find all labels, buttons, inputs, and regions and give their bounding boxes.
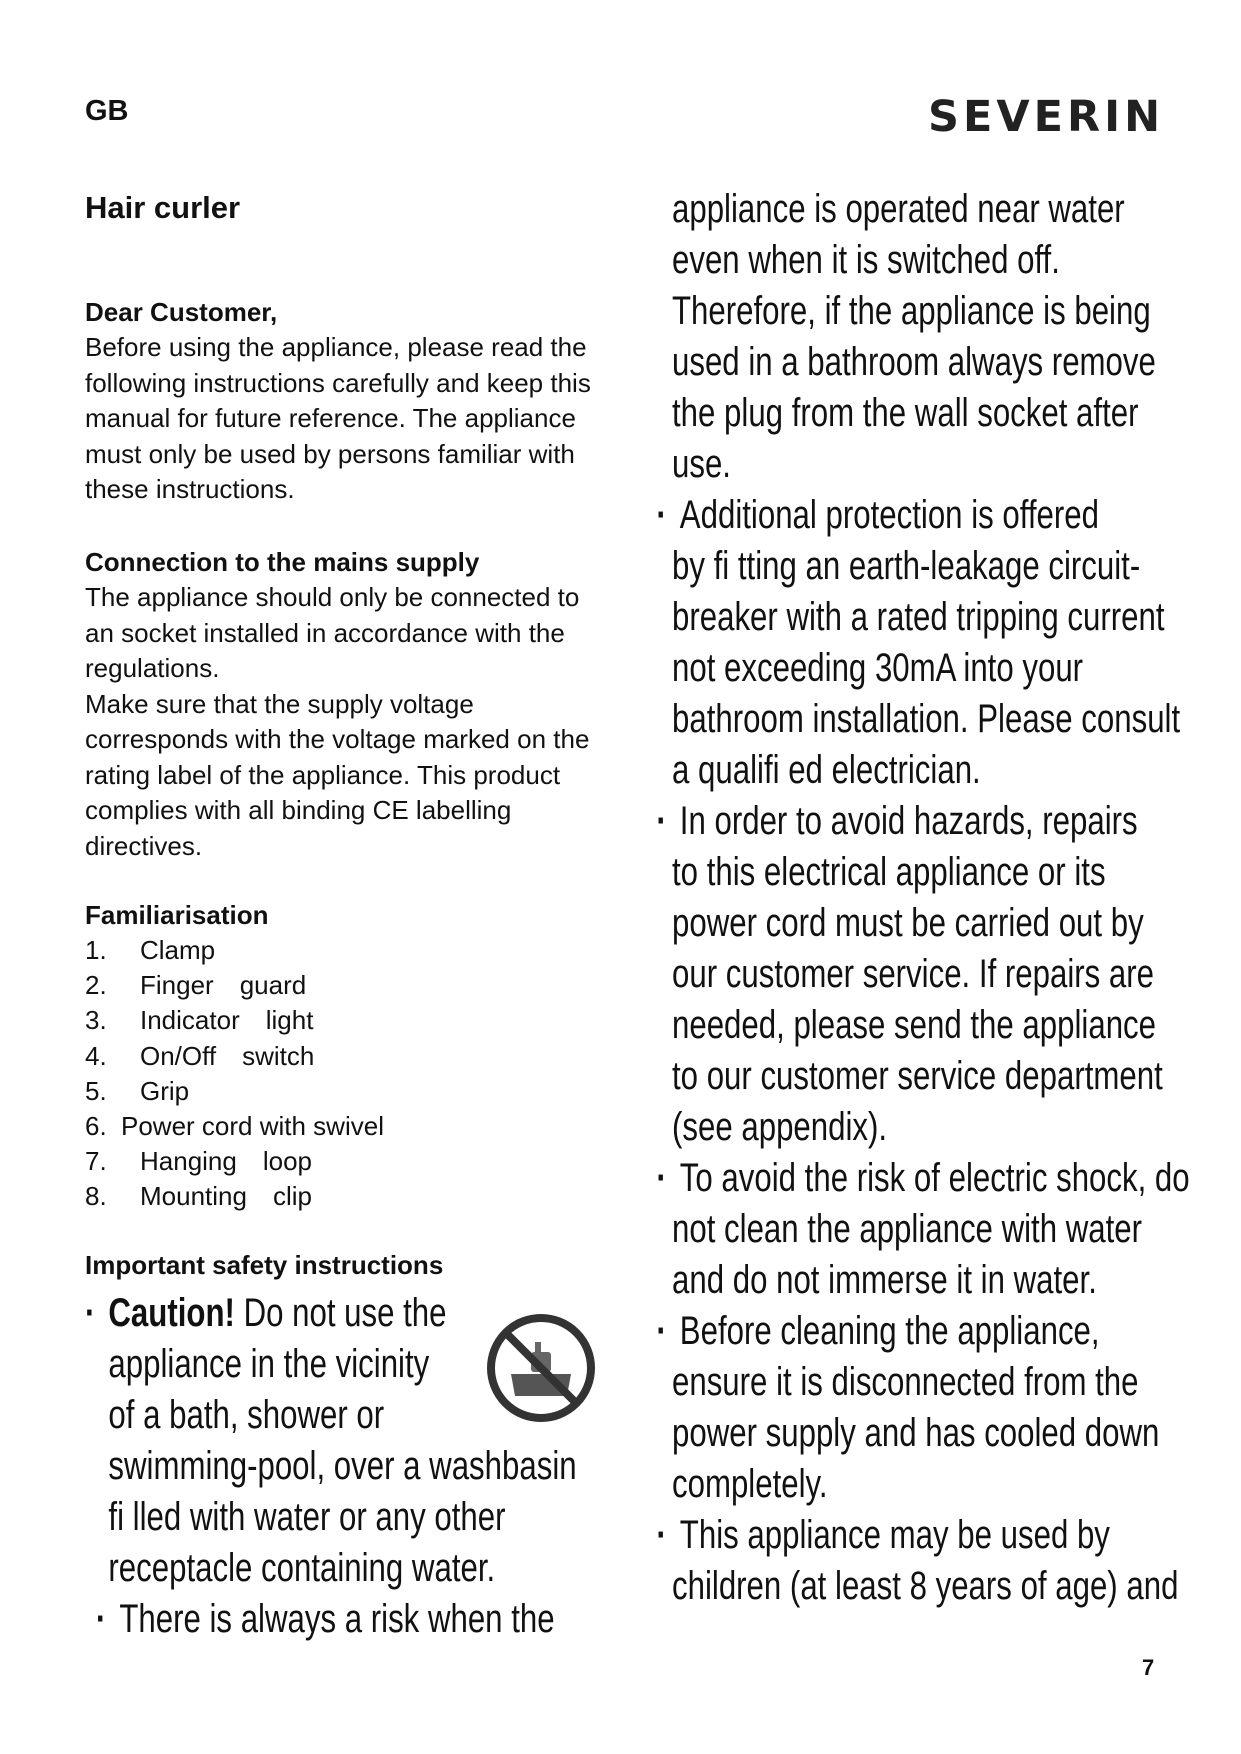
mains-heading: Connection to the mains supply — [85, 547, 480, 577]
mains-line: rating label of the appliance. This product — [85, 759, 561, 790]
parts-list-item: 7. Hanging loop — [85, 1146, 313, 1177]
mains-line: an socket installed in accordance with the — [85, 617, 565, 648]
safety-bullet-line: · To avoid the risk of electric shock, do — [656, 1153, 1189, 1204]
brand-logo: SEVERIN — [928, 92, 1165, 142]
safety-bullet-line: · In order to avoid hazards, repairs — [656, 796, 1189, 847]
safety-left-line: appliance in the vicinity — [108, 1342, 430, 1386]
safety-bullet-line: · Additional protection is offered — [656, 490, 1189, 541]
safety-right-line: completely. — [672, 1462, 828, 1506]
bullet-icon: · — [656, 799, 667, 843]
safety-right-line: not exceeding 30mA into your — [672, 646, 1084, 690]
bullet-icon: · — [656, 493, 667, 537]
language-code: GB — [85, 95, 129, 127]
caution-line: · Caution! Do not use the — [85, 1291, 447, 1335]
safety-right-line: appliance is operated near water — [672, 187, 1125, 231]
safety-right-line: children (at least 8 years of age) and — [672, 1564, 1179, 1608]
safety-right-block — [656, 184, 1190, 1612]
parts-list-item: 6. Power cord with swivel — [85, 1111, 384, 1142]
bullet-icon: · — [656, 1513, 667, 1557]
intro-line: Before using the appliance, please read the — [85, 332, 587, 362]
safety-right-line: breaker with a rated tripping current — [672, 595, 1165, 639]
parts-list-item: 1. Clamp — [85, 935, 216, 965]
safety-right-line: (see appendix). — [672, 1105, 888, 1149]
intro-line: must only be used by persons familiar with — [85, 438, 575, 469]
safety-left-line: · There is always a risk when the — [95, 1597, 555, 1641]
safety-right-line: to our customer service department — [672, 1054, 1163, 1098]
parts-list-item: 3. Indicator light — [85, 1005, 314, 1036]
safety-right-line: by fi tting an earth-leakage circuit- — [672, 544, 1141, 588]
safety-left-line: receptacle containing water. — [108, 1546, 496, 1590]
safety-right-line: to this electrical appliance or its — [672, 850, 1106, 894]
intro-line: following instructions carefully and keep this — [85, 367, 591, 398]
parts-list-item: 5. Grip — [85, 1075, 190, 1106]
safety-left-line: fi lled with water or any other — [108, 1495, 506, 1539]
safety-heading: Important safety instructions — [85, 1250, 444, 1280]
safety-right-line: our customer service. If repairs are — [672, 952, 1155, 996]
familiarisation-section — [85, 898, 605, 1215]
page-number: 7 — [1142, 1655, 1155, 1680]
parts-list-item: 8. Mounting clip — [85, 1181, 312, 1212]
bullet-icon: · — [656, 1156, 667, 1200]
safety-right-line: power supply and has cooled down — [672, 1411, 1160, 1455]
safety-right-line: ensure it is disconnected from the — [672, 1360, 1139, 1404]
mains-line: directives. — [85, 830, 203, 861]
document-title: Hair curler — [85, 190, 241, 225]
mains-line: The appliance should only be connected to — [85, 582, 580, 612]
bullet-icon: · — [656, 1309, 667, 1353]
parts-list-item: 2. Finger guard — [85, 970, 307, 1001]
intro-heading: Dear Customer, — [85, 297, 278, 327]
safety-bullet-line: · Before cleaning the appliance, — [656, 1306, 1189, 1357]
safety-right-line: not clean the appliance with water — [672, 1207, 1143, 1251]
mains-line: corresponds with the voltage marked on the — [85, 724, 590, 754]
safety-right-line: bathroom installation. Please consult — [672, 697, 1181, 741]
safety-right-line: needed, please send the appliance — [672, 1003, 1157, 1047]
safety-left-line: of a bath, shower or — [108, 1393, 385, 1437]
mains-line: Make sure that the supply voltage — [85, 688, 474, 719]
mains-section — [85, 545, 605, 864]
safety-right-line: used in a bathroom always remove — [672, 340, 1156, 384]
mains-line: complies with all binding CE labelling — [85, 795, 512, 825]
safety-right-line: even when it is switched off. — [672, 238, 1060, 282]
safety-left-line: swimming-pool, over a washbasin — [108, 1444, 577, 1488]
safety-right-line: a qualifi ed electrician. — [672, 748, 981, 792]
no-bath-warning-icon — [485, 1312, 597, 1424]
intro-section — [85, 295, 605, 508]
parts-list-item: 4. On/Off switch — [85, 1040, 315, 1071]
intro-line: these instructions. — [85, 474, 295, 504]
safety-right-line: power cord must be carried out by — [672, 901, 1144, 945]
safety-bullet-line: · This appliance may be used by — [656, 1510, 1189, 1561]
safety-right-line: use. — [672, 442, 731, 486]
familiarisation-heading: Familiarisation — [85, 900, 269, 930]
intro-line: manual for future reference. The appliance — [85, 403, 576, 433]
safety-right-line: Therefore, if the appliance is being — [672, 289, 1151, 333]
mains-line: regulations. — [85, 653, 220, 683]
safety-right-line: the plug from the wall socket after — [672, 391, 1139, 435]
safety-right-line: and do not immerse it in water. — [672, 1258, 1097, 1302]
